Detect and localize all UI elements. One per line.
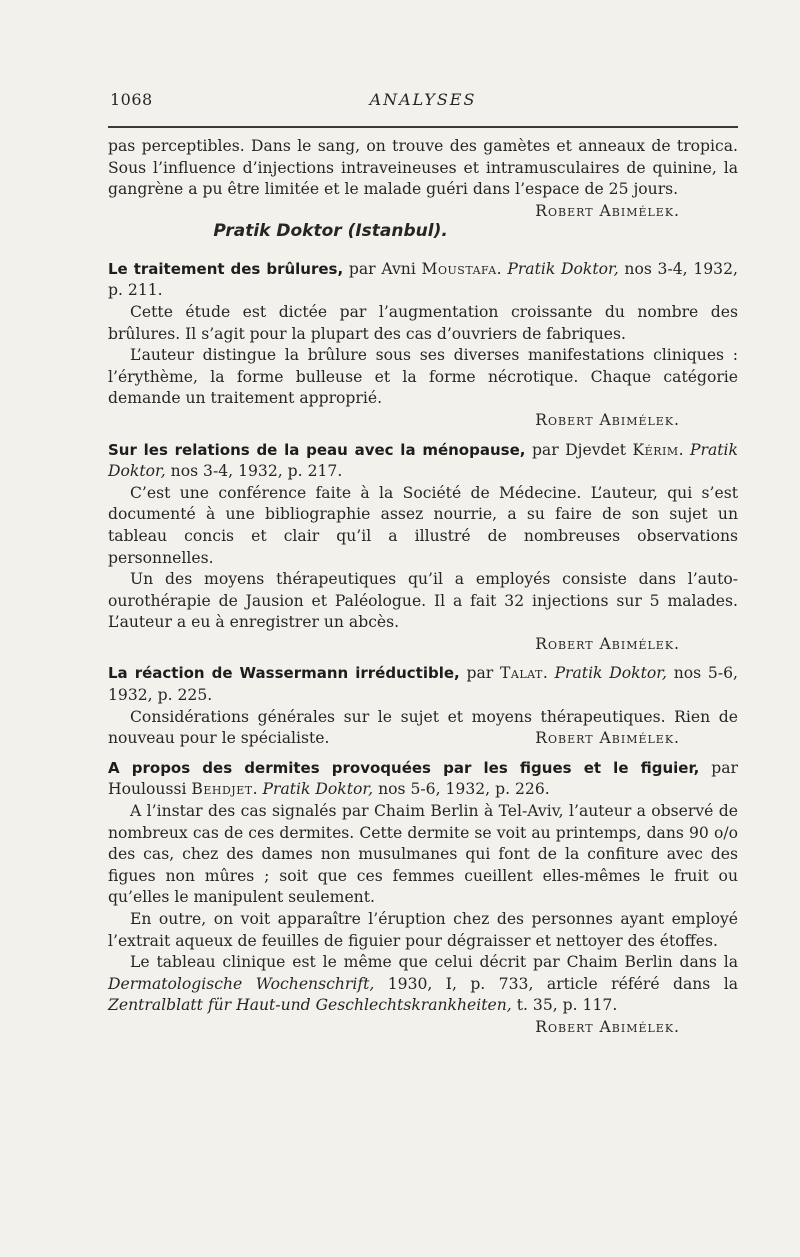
- cited-journal: Zentralblatt für Haut-und Geschlechtskrankheiten,: [108, 996, 512, 1015]
- review-paragraph: A l’instar des cas signalés par Chaim Berlin à Tel-Aviv, l’auteur a observé de nombreux cas de ces dermites. Cette dermite se voit au printemps, dans 90 o/o des cas, chez des dames non musulmanes qui font de la confiture avec des figues non mûres ; soit que ces femmes cueillent elles-mêmes le fruit ou qu’elles le manipulent seulement.: [108, 802, 738, 907]
- article-by: par Avni: [343, 259, 422, 278]
- continuation-signature: Robert Abimélek.: [535, 201, 680, 220]
- page: [108, 90, 738, 1039]
- review-text: Considérations générales sur le sujet et moyens thérapeutiques. Rien de nouveau pour le spécialiste.: [108, 707, 738, 748]
- header-rule: [108, 126, 738, 128]
- article-author: Behdjet: [191, 780, 253, 799]
- cited-journal: Dermatologische Wochenschrift,: [108, 974, 375, 993]
- review-signature: Robert Abimélek.: [535, 634, 680, 653]
- review-entry: [108, 259, 738, 432]
- article-title: Sur les relations de la peau avec la ménopause,: [108, 440, 526, 459]
- article-title: La réaction de Wassermann irréductible,: [108, 664, 460, 683]
- review-signature: Robert Abimélek.: [535, 729, 680, 748]
- article-ref-sep: .: [252, 780, 263, 799]
- article-journal: Pratik Doktor,: [554, 664, 667, 683]
- article-author: Kérim: [632, 440, 679, 459]
- review-signature: Robert Abimélek.: [535, 410, 680, 429]
- review-paragraph: [108, 952, 738, 1017]
- article-journal: Pratik Doktor,: [507, 259, 619, 278]
- review-text: Le tableau clinique est le même que celui décrit par Chaim Berlin dans la: [130, 953, 738, 972]
- review-entry: [108, 440, 738, 656]
- continuation-text: pas perceptibles. Dans le sang, on trouve des gamètes et anneaux de tropica. Sous l’influence d’injections intraveineuses et intramusculaires de quinine, la gangrène a pu être limitée et le malade guéri dans l’espace de 25 jours.: [108, 137, 738, 199]
- article-reference: nos 5-6, 1932, p. 226.: [373, 780, 550, 799]
- review-paragraph: [108, 707, 738, 750]
- article-ref-sep: .: [678, 440, 691, 459]
- review-entry: [108, 663, 738, 749]
- article-by: par Houloussi: [108, 758, 738, 799]
- running-title: ANALYSES: [369, 90, 477, 109]
- article-reference: nos 3-4, 1932, p. 217.: [165, 462, 343, 481]
- continuation-paragraph: [108, 136, 738, 220]
- article-by: par: [459, 664, 500, 683]
- section-title: Pratik Doktor (Istanbul).: [213, 220, 448, 241]
- article-reference: nos 5-6, 1932, p. 225.: [108, 664, 738, 705]
- article-ref-sep: .: [542, 664, 555, 683]
- article-title: Le traitement des brûlures,: [108, 259, 344, 278]
- article-heading: [108, 758, 738, 801]
- article-ref-sep: .: [496, 259, 508, 278]
- article-journal: Pratik Doktor,: [262, 780, 374, 799]
- review-paragraph: Cette étude est dictée par l’augmentation croissante du nombre des brûlures. Il s’agit pour la plupart des cas d’ouvriers de fabriques.: [108, 302, 738, 343]
- article-title: A propos des dermites provoquées par les figues et le figuier,: [108, 758, 700, 777]
- article-journal: Pratik Doktor,: [108, 440, 738, 481]
- article-heading: [108, 259, 738, 302]
- article-heading: [108, 440, 738, 483]
- review-paragraph: C’est une conférence faite à la Société de Médecine. L’auteur, qui s’est documenté à une bibliographie assez nourrie, a su faire de son sujet un tableau concis et clair qu’il a illustré de nombreuses observations personnelles.: [108, 483, 738, 567]
- article-by: par Djevdet: [525, 440, 633, 459]
- review-paragraph: Un des moyens thérapeutiques qu’il a employés consiste dans l’auto-ourothérapie de Jausion et Paléologue. Il a fait 32 injections sur 5 malades. L’auteur a eu à enregistrer un abcès.: [108, 570, 738, 632]
- review-text: 1930, I, p. 733, article référé dans la: [374, 974, 738, 993]
- article-heading: [108, 663, 738, 706]
- page-header: [108, 90, 738, 120]
- page-number: 1068: [110, 90, 153, 109]
- article-author: Talat: [500, 664, 543, 683]
- article-author: Moustafa: [421, 259, 497, 278]
- review-text: t. 35, p. 117.: [511, 996, 618, 1015]
- review-signature: Robert Abimélek.: [535, 1017, 680, 1036]
- review-entry: [108, 758, 738, 1039]
- article-reference: nos 3-4, 1932, p. 211.: [108, 259, 738, 300]
- review-paragraph: En outre, on voit apparaître l’éruption chez des personnes ayant employé l’extrait aqueux de feuilles de figuier pour dégraisser et nettoyer des étoffes.: [108, 910, 738, 950]
- review-paragraph: L’auteur distingue la brûlure sous ses diverses manifestations cliniques : l’érythème, la forme bulleuse et la forme nécrotique. Chaque catégorie demande un traitement approprié.: [108, 346, 738, 408]
